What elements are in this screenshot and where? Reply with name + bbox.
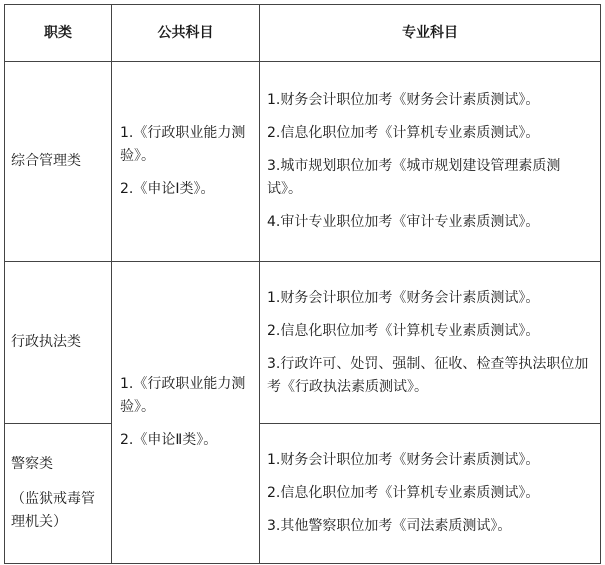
category-label: 行政执法类 — [11, 334, 81, 350]
professional-subject-item: 2.信息化职位加考《计算机专业素质测试》。 — [267, 125, 540, 141]
professional-subjects-cell — [260, 424, 601, 564]
professional-subjects-cell — [260, 62, 601, 262]
category-cell — [5, 262, 112, 424]
public-subject-item: 1.《行政职业能力测验》。 — [120, 376, 246, 415]
professional-subject-item: 4.审计专业职位加考《审计专业素质测试》。 — [267, 214, 540, 230]
professional-subject-item: 3.其他警察职位加考《司法素质测试》。 — [267, 518, 512, 534]
professional-subject-item: 1.财务会计职位加考《财务会计素质测试》。 — [267, 92, 540, 108]
professional-subject-item: 3.城市规划职位加考《城市规划建设管理素质测试》。 — [267, 158, 561, 197]
category-label: 综合管理类 — [11, 153, 81, 169]
category-cell — [5, 62, 112, 262]
table-header-row — [5, 5, 601, 62]
professional-subject-item: 3.行政许可、处罚、强制、征收、检查等执法职位加考《行政执法素质测试》。 — [267, 355, 589, 395]
professional-subject-item: 2.信息化职位加考《计算机专业素质测试》。 — [267, 322, 540, 339]
professional-subject-item: 1.财务会计职位加考《财务会计素质测试》。 — [267, 452, 540, 468]
public-subject-item: 1.《行政职业能力测验》。 — [120, 125, 246, 164]
public-subjects-cell-merged — [112, 262, 260, 564]
category-cell — [5, 424, 112, 564]
professional-subjects-cell — [260, 262, 601, 424]
professional-subject-item: 1.财务会计职位加考《财务会计素质测试》。 — [267, 289, 540, 306]
public-subject-item: 2.《申论Ⅱ类》。 — [120, 432, 218, 448]
table-row-administrative-enforcement — [5, 262, 601, 424]
public-subjects-cell — [112, 62, 260, 262]
category-note: （监狱戒毒管理机关） — [11, 491, 95, 530]
header-category: 职类 — [5, 5, 112, 62]
header-public-subjects: 公共科目 — [112, 5, 260, 62]
table-row-general-management — [5, 62, 601, 262]
table-row-police — [5, 424, 601, 564]
professional-subject-item: 2.信息化职位加考《计算机专业素质测试》。 — [267, 485, 540, 501]
header-professional-subjects: 专业科目 — [260, 5, 601, 62]
category-label: 警察类 — [11, 456, 53, 472]
public-subject-item: 2.《申论Ⅰ类》。 — [120, 181, 215, 197]
exam-subjects-table — [4, 4, 601, 564]
